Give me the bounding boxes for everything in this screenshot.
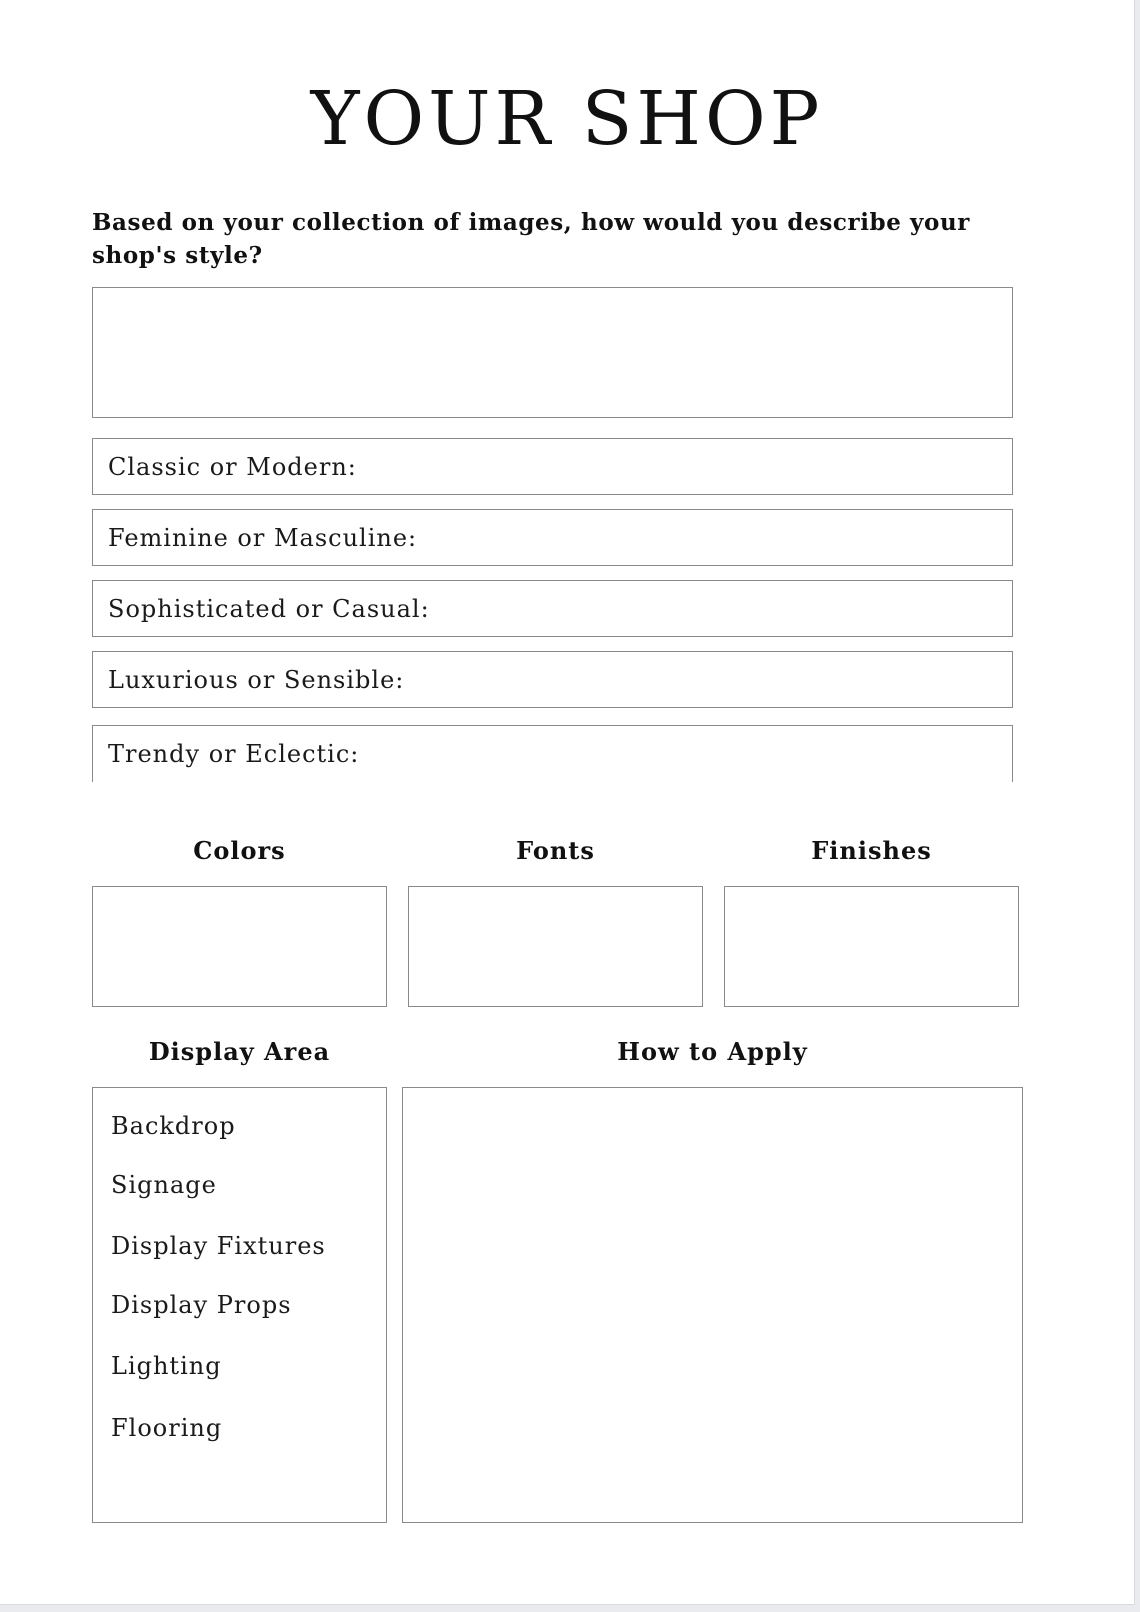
page-title: YOUR SHOP <box>310 76 824 162</box>
display-area-heading: Display Area <box>148 1037 331 1066</box>
feminine-or-masculine-field[interactable] <box>92 509 1013 566</box>
field-label: Luxurious or Sensible: <box>108 665 405 694</box>
field-label: Feminine or Masculine: <box>108 523 418 552</box>
how-to-apply-heading: How to Apply <box>617 1037 808 1066</box>
field-label: Classic or Modern: <box>108 452 357 481</box>
style-question: Based on your collection of images, how would you describe your shop's style? <box>92 209 971 269</box>
display-item-display-fixtures: Display Fixtures <box>111 1232 326 1260</box>
display-item-lighting: Lighting <box>111 1352 222 1380</box>
fonts-heading: Fonts <box>516 836 595 865</box>
trendy-or-eclectic-field[interactable] <box>92 725 1013 782</box>
luxurious-or-sensible-field[interactable] <box>92 651 1013 708</box>
display-item-backdrop: Backdrop <box>111 1112 236 1140</box>
field-label: Trendy or Eclectic: <box>108 740 360 768</box>
colors-heading: Colors <box>193 836 286 865</box>
colors-field[interactable] <box>92 886 387 1007</box>
how-to-apply-field[interactable] <box>402 1087 1023 1523</box>
finishes-heading: Finishes <box>811 836 932 865</box>
classic-or-modern-field[interactable] <box>92 438 1013 495</box>
finishes-field[interactable] <box>724 886 1019 1007</box>
sophisticated-or-casual-field[interactable] <box>92 580 1013 637</box>
display-item-flooring: Flooring <box>111 1414 223 1442</box>
fonts-field[interactable] <box>408 886 703 1007</box>
display-item-display-props: Display Props <box>111 1291 292 1319</box>
field-label: Sophisticated or Casual: <box>108 594 430 623</box>
display-item-signage: Signage <box>111 1171 217 1199</box>
style-description-field[interactable] <box>92 287 1013 418</box>
